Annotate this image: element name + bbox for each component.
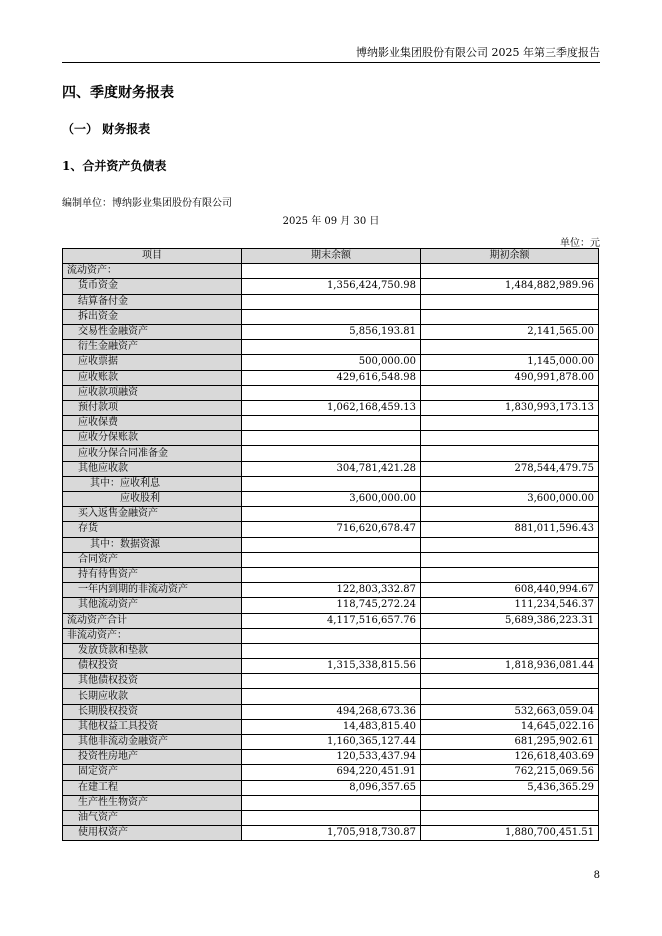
table-row [63, 735, 599, 750]
begin-balance-cell: 608,440,994.67 [421, 583, 599, 598]
table-row [63, 279, 599, 294]
begin-balance-cell [421, 552, 599, 567]
row-label: 长期股权投资 [63, 704, 242, 719]
row-label: 其他应收款 [63, 461, 242, 476]
end-balance-cell: 1,160,365,127.44 [242, 735, 421, 750]
begin-balance-cell [421, 476, 599, 491]
statement-date: 2025 年 09 月 30 日 [282, 216, 380, 227]
end-balance-cell: 14,483,815.40 [242, 719, 421, 734]
row-label: 持有待售资产 [63, 567, 242, 582]
end-balance-cell [242, 385, 421, 400]
end-balance-cell: 1,315,338,815.56 [242, 659, 421, 674]
end-balance-cell: 429,616,548.98 [242, 370, 421, 385]
row-label: 应收保费 [63, 416, 242, 431]
table-row [63, 294, 599, 309]
begin-balance-cell [421, 628, 599, 643]
column-header-end-balance: 期末余额 [242, 249, 421, 264]
end-balance-cell [242, 340, 421, 355]
table-row [63, 826, 599, 841]
begin-balance-cell [421, 309, 599, 324]
end-balance-cell [242, 446, 421, 461]
row-label: 其中：数据资源 [63, 537, 242, 552]
begin-balance-cell [421, 643, 599, 658]
currency-unit: 单位：元 [560, 238, 600, 249]
section-title: 四、季度财务报表 [62, 85, 174, 101]
row-label: 在建工程 [63, 780, 242, 795]
end-balance-cell: 716,620,678.47 [242, 522, 421, 537]
begin-balance-cell: 1,145,000.00 [421, 355, 599, 370]
end-balance-cell: 1,062,168,459.13 [242, 400, 421, 415]
begin-balance-cell: 1,484,882,989.96 [421, 279, 599, 294]
table-row [63, 628, 599, 643]
end-balance-cell [242, 795, 421, 810]
begin-balance-cell: 111,234,546.37 [421, 598, 599, 613]
end-balance-cell [242, 507, 421, 522]
row-label: 应收分保合同准备金 [63, 446, 242, 461]
end-balance-cell: 1,356,424,750.98 [242, 279, 421, 294]
table-row [63, 355, 599, 370]
end-balance-cell [242, 552, 421, 567]
row-label: 存货 [63, 522, 242, 537]
end-balance-cell [242, 643, 421, 658]
table-row [63, 552, 599, 567]
begin-balance-cell: 278,544,479.75 [421, 461, 599, 476]
end-balance-cell: 120,533,437.94 [242, 750, 421, 765]
row-label: 非流动资产： [63, 628, 242, 643]
column-header-begin-balance: 期初余额 [421, 249, 599, 264]
table-row [63, 340, 599, 355]
begin-balance-cell: 5,689,386,223.31 [421, 613, 599, 628]
row-label: 流动资产合计 [63, 613, 242, 628]
row-label: 油气资产 [63, 810, 242, 825]
begin-balance-cell: 14,645,022.16 [421, 719, 599, 734]
table-row [63, 492, 599, 507]
end-balance-cell: 694,220,451.91 [242, 765, 421, 780]
row-label: 应收票据 [63, 355, 242, 370]
table-row [63, 795, 599, 810]
statement-title: 1、合并资产负债表 [62, 159, 167, 173]
row-label: 应收分保账款 [63, 431, 242, 446]
row-label: 使用权资产 [63, 826, 242, 841]
row-label: 交易性金融资产 [63, 324, 242, 339]
table-row [63, 370, 599, 385]
table-row [63, 704, 599, 719]
end-balance-cell: 122,803,332.87 [242, 583, 421, 598]
table-row [63, 598, 599, 613]
table-row [63, 583, 599, 598]
table-row [63, 416, 599, 431]
end-balance-cell: 118,745,272.24 [242, 598, 421, 613]
table-row [63, 461, 599, 476]
end-balance-cell: 4,117,516,657.76 [242, 613, 421, 628]
table-row [63, 613, 599, 628]
end-balance-cell [242, 431, 421, 446]
row-label: 衍生金融资产 [63, 340, 242, 355]
end-balance-cell [242, 628, 421, 643]
begin-balance-cell: 762,215,069.56 [421, 765, 599, 780]
table-row [63, 507, 599, 522]
table-row [63, 719, 599, 734]
table-row [63, 446, 599, 461]
balance-sheet-table [62, 248, 599, 841]
row-label: 其他非流动金融资产 [63, 735, 242, 750]
page-number: 8 [593, 870, 600, 881]
table-row [63, 780, 599, 795]
end-balance-cell [242, 567, 421, 582]
end-balance-cell [242, 537, 421, 552]
row-label: 应收账款 [63, 370, 242, 385]
end-balance-cell: 5,856,193.81 [242, 324, 421, 339]
begin-balance-cell: 681,295,902.61 [421, 735, 599, 750]
end-balance-cell: 8,096,357.65 [242, 780, 421, 795]
end-balance-cell: 494,268,673.36 [242, 704, 421, 719]
table-row [63, 264, 599, 279]
table-row [63, 659, 599, 674]
row-label: 债权投资 [63, 659, 242, 674]
begin-balance-cell: 3,600,000.00 [421, 492, 599, 507]
begin-balance-cell [421, 795, 599, 810]
row-label: 长期应收款 [63, 689, 242, 704]
end-balance-cell [242, 294, 421, 309]
begin-balance-cell [421, 567, 599, 582]
row-label: 投资性房地产 [63, 750, 242, 765]
begin-balance-cell: 532,663,059.04 [421, 704, 599, 719]
table-row [63, 689, 599, 704]
row-label: 合同资产 [63, 552, 242, 567]
row-label: 流动资产： [63, 264, 242, 279]
end-balance-cell [242, 476, 421, 491]
table-row [63, 309, 599, 324]
row-label: 应收股利 [63, 492, 242, 507]
begin-balance-cell [421, 674, 599, 689]
begin-balance-cell [421, 537, 599, 552]
begin-balance-cell [421, 264, 599, 279]
table-row [63, 522, 599, 537]
begin-balance-cell [421, 689, 599, 704]
begin-balance-cell: 1,880,700,451.51 [421, 826, 599, 841]
end-balance-cell: 3,600,000.00 [242, 492, 421, 507]
table-row [63, 476, 599, 491]
begin-balance-cell [421, 507, 599, 522]
table-row [63, 537, 599, 552]
begin-balance-cell: 126,618,403.69 [421, 750, 599, 765]
begin-balance-cell: 881,011,596.43 [421, 522, 599, 537]
row-label: 应收款项融资 [63, 385, 242, 400]
subsection-title: （一） 财务报表 [62, 122, 151, 136]
table-row [63, 324, 599, 339]
report-header: 博纳影业集团股份有限公司 2025 年第三季度报告 [62, 44, 600, 63]
table-row [63, 643, 599, 658]
table-row [63, 385, 599, 400]
begin-balance-cell [421, 385, 599, 400]
end-balance-cell [242, 264, 421, 279]
row-label: 其中：应收利息 [63, 476, 242, 491]
row-label: 其他流动资产 [63, 598, 242, 613]
begin-balance-cell: 1,830,993,173.13 [421, 400, 599, 415]
begin-balance-cell [421, 340, 599, 355]
table-row [63, 765, 599, 780]
begin-balance-cell: 5,436,365.29 [421, 780, 599, 795]
begin-balance-cell [421, 810, 599, 825]
table-row [63, 810, 599, 825]
end-balance-cell [242, 674, 421, 689]
compiler-line: 编制单位：博纳影业集团股份有限公司 [62, 198, 232, 209]
end-balance-cell [242, 416, 421, 431]
begin-balance-cell [421, 431, 599, 446]
end-balance-cell [242, 810, 421, 825]
row-label: 发放贷款和垫款 [63, 643, 242, 658]
end-balance-cell: 1,705,918,730.87 [242, 826, 421, 841]
begin-balance-cell [421, 294, 599, 309]
table-row [63, 400, 599, 415]
end-balance-cell [242, 689, 421, 704]
begin-balance-cell [421, 446, 599, 461]
table-row [63, 750, 599, 765]
row-label: 其他债权投资 [63, 674, 242, 689]
row-label: 结算备付金 [63, 294, 242, 309]
begin-balance-cell: 1,818,936,081.44 [421, 659, 599, 674]
begin-balance-cell [421, 416, 599, 431]
begin-balance-cell: 490,991,878.00 [421, 370, 599, 385]
row-label: 货币资金 [63, 279, 242, 294]
row-label: 预付款项 [63, 400, 242, 415]
end-balance-cell: 500,000.00 [242, 355, 421, 370]
begin-balance-cell: 2,141,565.00 [421, 324, 599, 339]
table-row [63, 674, 599, 689]
row-label: 一年内到期的非流动资产 [63, 583, 242, 598]
row-label: 其他权益工具投资 [63, 719, 242, 734]
end-balance-cell [242, 309, 421, 324]
end-balance-cell: 304,781,421.28 [242, 461, 421, 476]
row-label: 拆出资金 [63, 309, 242, 324]
row-label: 买入返售金融资产 [63, 507, 242, 522]
column-header-item: 项目 [63, 249, 242, 264]
table-row [63, 567, 599, 582]
row-label: 生产性生物资产 [63, 795, 242, 810]
table-row [63, 431, 599, 446]
table-header-row [63, 249, 599, 264]
row-label: 固定资产 [63, 765, 242, 780]
